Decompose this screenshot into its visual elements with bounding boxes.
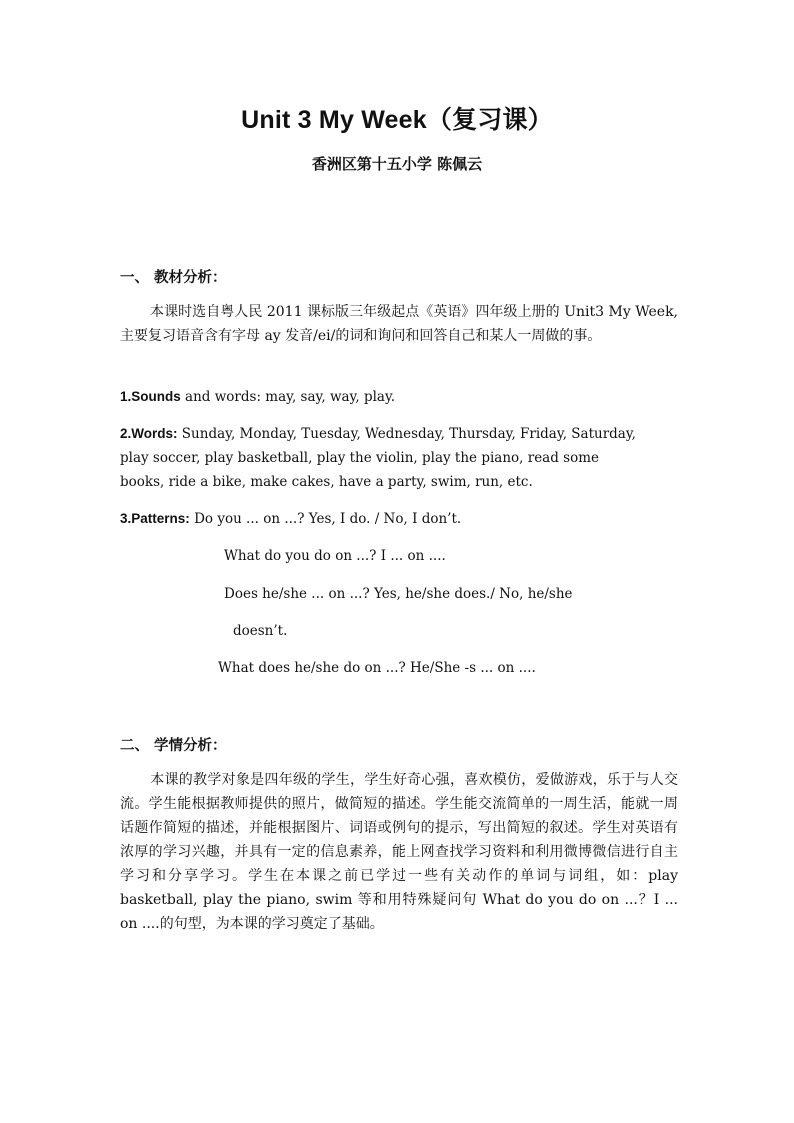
patterns-text-1: Do you ... on ...? Yes, I do. / No, I don’t.	[189, 511, 462, 527]
students-paragraph	[120, 768, 678, 936]
patterns-line-5: What does he/she do on ...? He/She -s ... on ....	[218, 660, 536, 676]
sounds-line	[120, 389, 395, 405]
patterns-line-3: Does he/she ... on ...? Yes, he/she does./ No, he/she	[224, 586, 573, 602]
sounds-text: and words: may, say, way, play.	[180, 389, 396, 405]
patterns-label: 3.Patterns:	[120, 511, 190, 526]
patterns-line-1	[120, 511, 461, 527]
students-text: 本课的教学对象是四年级的学生，学生好奇心强，喜欢模仿，爱做游戏，乐于与人交流。学生能根据教师提供的照片，做简短的描述。学生能交流简单的一周生活，能就一周话题作简短的描述，并能根据图片、词语或例句的提示，写出简短的叙述。学生对英语有浓厚的学习兴趣，并具有一定的信息素养，能上网查找学习资料和利用微博微信进行自主学习和分享学习。学生在本课之前已学过一些有关动作的单词与词组，如：play basketball, play the piano, swim 等和用特殊疑问句 What do you do on ...？I ... on ....的句型，为本课的学习奠定了基础。	[120, 772, 678, 932]
page-title: Unit 3 My Week（复习课）	[241, 106, 553, 134]
words-text-1: Sunday, Monday, Tuesday, Wednesday, Thursday, Friday, Saturday,	[177, 426, 636, 442]
materials-intro-paragraph	[120, 300, 678, 348]
words-line-2: play soccer, play basketball, play the violin, play the piano, read some	[120, 450, 600, 466]
words-line-3: books, ride a bike, make cakes, have a party, swim, run, etc.	[120, 474, 533, 490]
words-label: 2.Words:	[120, 426, 178, 441]
words-line-1	[120, 426, 636, 442]
author-line: 香洲区第十五小学 陈佩云	[311, 155, 483, 173]
section-heading-students: 二、 学情分析：	[120, 738, 227, 754]
section-heading-materials: 一、 教材分析：	[120, 270, 227, 286]
sounds-label: 1.Sounds	[120, 389, 181, 404]
patterns-line-2: What do you do on ...? I ... on ....	[224, 548, 446, 564]
patterns-line-4: doesn’t.	[233, 623, 288, 639]
materials-intro-text: 本课时选自粤人民 2011 课标版三年级起点《英语》四年级上册的 Unit3 My Week, 主要复习语音含有字母 ay 发音/ei/的词和询问和回答自己和某人一周做的事。	[120, 304, 678, 344]
